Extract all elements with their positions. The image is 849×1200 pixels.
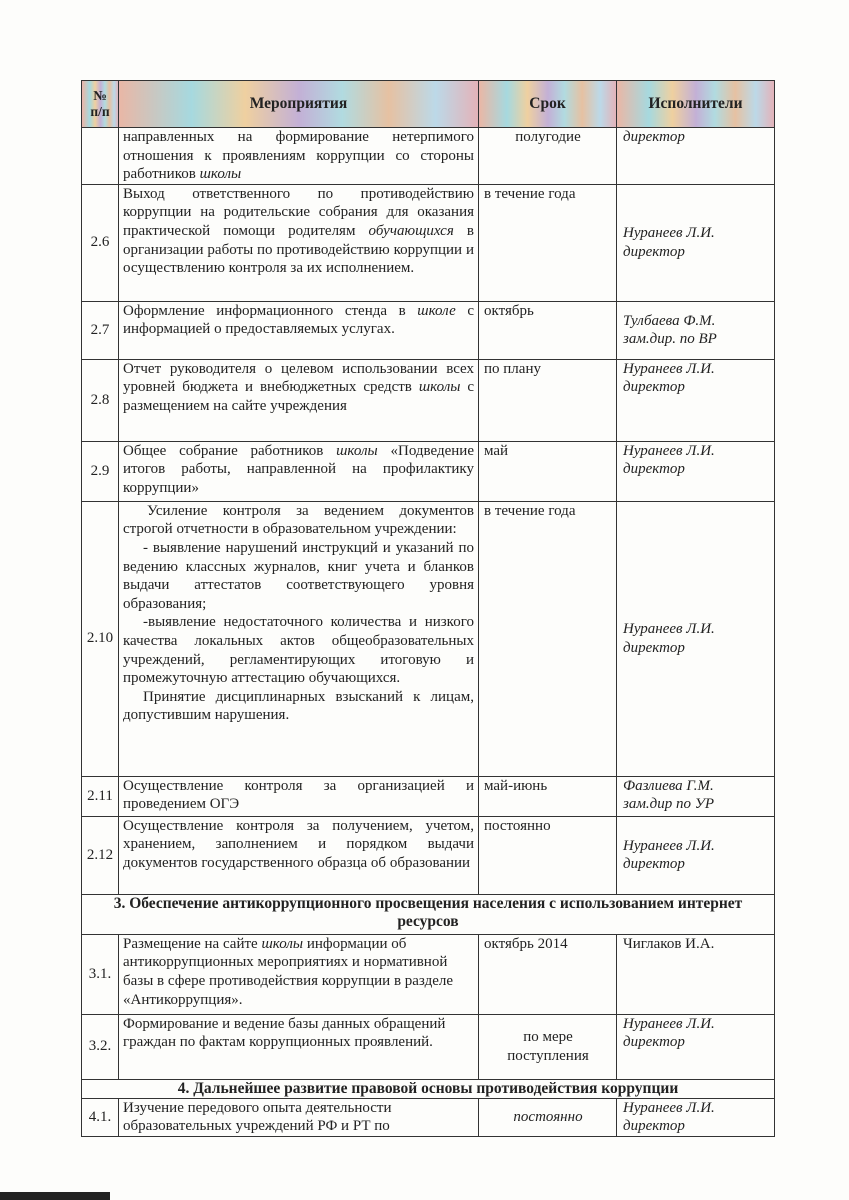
description-paragraph — [123, 688, 474, 725]
executors — [617, 128, 775, 185]
scan-edge-mark — [0, 1192, 110, 1200]
event-description — [119, 776, 479, 816]
text: направленных на формирование нетерпимого отношения к проявлениям коррупции со стороны работников — [123, 129, 474, 183]
event-description — [119, 128, 479, 185]
table-row — [82, 128, 775, 185]
row-number: 2.12 — [82, 816, 119, 894]
table-row — [82, 934, 775, 1014]
event-description — [119, 934, 479, 1014]
executor-line: зам.дир по УР — [623, 796, 715, 813]
italic-text: школы — [261, 935, 304, 952]
term: постоянно — [479, 1098, 617, 1136]
table-row — [82, 301, 775, 359]
row-number: 3.2. — [82, 1014, 119, 1079]
executor-line: Чиглаков И.А. — [623, 935, 715, 952]
event-description — [119, 184, 479, 301]
text: Общее собрание работников — [123, 442, 337, 459]
term: в течение года — [479, 501, 617, 776]
row-number: 2.6 — [82, 184, 119, 301]
description-paragraph — [123, 613, 474, 687]
executors — [617, 934, 775, 1014]
executor-line: Фазлиева Г.М. — [623, 777, 714, 794]
text: -выявление недостаточного количества и низкого качества локальных актов общеобразовательных учреждений, регламентирующих итоговую и промежуточную аттестацию обучающихся. — [123, 614, 474, 687]
text: «Подведение итогов работы, направленной на профилактику коррупции» — [123, 442, 474, 496]
description-paragraph — [123, 185, 474, 278]
executor-line: Нуранеев Л.И. — [623, 360, 715, 377]
text: Осуществление контроля за получением, учетом, хранением, заполнением и порядком выдачи документов государственного образца об образовании — [123, 817, 474, 871]
row-number: 3.1. — [82, 934, 119, 1014]
table-row — [82, 359, 775, 441]
text: Усиление контроля за ведением документов строгой отчетности в образовательном учреждении: — [123, 502, 474, 538]
term: май-июнь — [479, 776, 617, 816]
executor-line: зам.дир. по ВР — [623, 331, 717, 348]
executors — [617, 441, 775, 501]
text: с размещением на сайте учреждения — [123, 379, 474, 414]
executor-line: Нуранеев Л.И. — [623, 1099, 715, 1116]
executors — [617, 501, 775, 776]
table-row — [82, 1014, 775, 1079]
executor-line: директор — [623, 639, 685, 656]
event-description — [119, 816, 479, 894]
text: Изучение передового опыта деятельности образовательных учреждений РФ и РТ по — [123, 1099, 392, 1135]
executor-line: директор — [623, 1118, 685, 1135]
italic-text: школы — [418, 379, 461, 396]
executors — [617, 359, 775, 441]
executor-line: директор — [623, 856, 685, 873]
row-number: 2.8 — [82, 359, 119, 441]
header-executors: Исполнители — [617, 81, 775, 128]
term: полугодие — [479, 128, 617, 185]
executor-line: Нуранеев Л.И. — [623, 621, 715, 638]
table-row — [82, 501, 775, 776]
description-paragraph — [123, 539, 474, 613]
term: октябрь — [479, 301, 617, 359]
term: постоянно — [479, 816, 617, 894]
term: по плану — [479, 359, 617, 441]
executor-line: директор — [623, 129, 685, 145]
executor-line: директор — [623, 379, 685, 396]
event-description — [119, 301, 479, 359]
row-number: 4.1. — [82, 1098, 119, 1136]
executors — [617, 1098, 775, 1136]
description-paragraph — [123, 442, 474, 498]
table-row — [82, 816, 775, 894]
header-term: Срок — [479, 81, 617, 128]
executor-line: Нуранеев Л.И. — [623, 442, 715, 459]
executors — [617, 776, 775, 816]
executor-line: Нуранеев Л.И. — [623, 1015, 715, 1032]
event-description — [119, 441, 479, 501]
description-paragraph — [123, 777, 474, 814]
term: октябрь 2014 — [479, 934, 617, 1014]
section-title: 3. Обеспечение антикоррупционного просвещения населения с использованием интернет ресурсов — [82, 894, 775, 934]
executor-line: Нуранеев Л.И. — [623, 837, 715, 854]
term: в течение года — [479, 184, 617, 301]
description-paragraph — [123, 935, 474, 1009]
row-number: 2.10 — [82, 501, 119, 776]
term: по мере поступления — [479, 1014, 617, 1079]
table-row — [82, 184, 775, 301]
row-number — [82, 128, 119, 185]
section-row — [82, 894, 775, 934]
executor-line: директор — [623, 243, 685, 260]
event-description — [119, 1014, 479, 1079]
section-title: 4. Дальнейшее развитие правовой основы противодействия коррупции — [82, 1079, 775, 1098]
text: Принятие дисциплинарных взысканий к лицам, допустившим нарушения. — [123, 688, 474, 724]
description-paragraph — [123, 502, 474, 539]
italic-text: школы — [199, 166, 242, 183]
table-header-row — [82, 81, 775, 128]
header-num: № п/п — [82, 81, 119, 128]
description-paragraph — [123, 1015, 474, 1052]
executor-line: Нуранеев Л.И. — [623, 225, 715, 242]
row-number: 2.9 — [82, 441, 119, 501]
table-row — [82, 441, 775, 501]
description-paragraph — [123, 1099, 474, 1136]
executors — [617, 816, 775, 894]
section-row — [82, 1079, 775, 1098]
text: - выявление нарушений инструкций и указаний по ведению классных журналов, книг учета и бланков выдачи аттестатов соответствующего уровня образования; — [123, 539, 474, 612]
executors — [617, 184, 775, 301]
executor-line: Тулбаева Ф.М. — [623, 312, 716, 329]
event-description — [119, 359, 479, 441]
table-row — [82, 1098, 775, 1136]
text: информации об антикоррупционных мероприятиях и нормативной базы в сфере противодействия коррупции в разделе «Антикоррупция». — [123, 935, 454, 1008]
italic-text: школы — [336, 442, 378, 459]
plan-table — [81, 80, 775, 1137]
description-paragraph — [123, 360, 474, 416]
row-number: 2.11 — [82, 776, 119, 816]
event-description — [119, 501, 479, 776]
executor-line: директор — [623, 1034, 685, 1051]
executors — [617, 1014, 775, 1079]
row-number: 2.7 — [82, 301, 119, 359]
text: Выход ответственного по противодействию коррупции на родительские собрания для оказания практической помощи родителям — [123, 185, 474, 239]
description-paragraph — [123, 817, 474, 873]
text: в организации работы по противодействию коррупции и осуществлению контроля за их исполнением. — [123, 222, 474, 277]
italic-text: обучающихся — [368, 222, 454, 239]
header-event: Мероприятия — [119, 81, 479, 128]
text: Размещение на сайте — [123, 935, 262, 952]
text: Отчет руководителя о целевом использовании всех уровней бюджета и внебюджетных средств — [123, 360, 474, 396]
italic-text: школе — [417, 302, 456, 319]
text: с информацией о предоставляемых услугах. — [123, 302, 474, 338]
table-row — [82, 776, 775, 816]
executor-line: директор — [623, 461, 685, 478]
description-paragraph — [123, 128, 474, 184]
term: май — [479, 441, 617, 501]
text: Оформление информационного стенда в — [123, 302, 418, 319]
description-paragraph — [123, 302, 474, 339]
table-body — [82, 128, 775, 1137]
event-description — [119, 1098, 479, 1136]
text: Формирование и ведение базы данных обращений граждан по фактам коррупционных проявлений. — [123, 1015, 446, 1051]
text: Осуществление контроля за организацией и проведением ОГЭ — [123, 777, 474, 813]
executors — [617, 301, 775, 359]
